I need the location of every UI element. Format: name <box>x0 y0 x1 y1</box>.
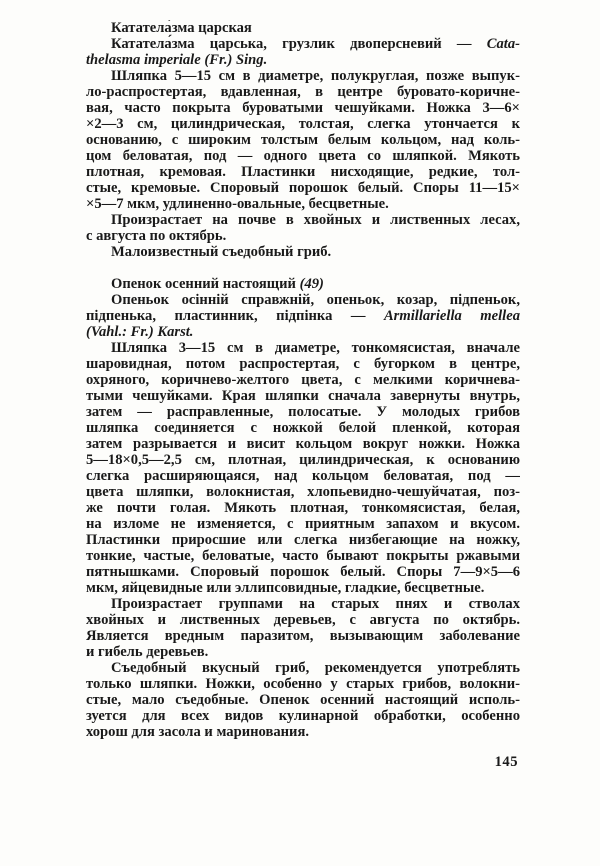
text-run: затем — расправленные, полосатые. У молодых грибов <box>86 404 520 420</box>
armillariella-edibility-line <box>86 692 520 708</box>
text-run: Съедобный вкусный гриб, рекомендуется употреблять <box>111 660 520 676</box>
armillariella-description-line <box>86 468 520 484</box>
text-run: только шляпки. Ножки, особенно у старых грибов, волокни- <box>86 676 520 692</box>
text-run: (49) <box>299 276 324 292</box>
text-run: тонкие, частые, беловатые, часто бывают покрыты ржавыми <box>86 548 520 564</box>
text-run: и гибель деревьев. <box>86 644 209 660</box>
catathelasma-description-line <box>86 180 520 196</box>
armillariella-names-line <box>86 292 520 308</box>
text-run: підпенька, пластинник, підпінка — <box>86 308 384 324</box>
armillariella-description-line <box>86 548 520 564</box>
armillariella-edibility-line <box>86 660 520 676</box>
text-run: Малоизвестный съедобный гриб. <box>111 244 332 260</box>
text-run: Cata- <box>486 36 520 52</box>
text-run: на изломе не изменяется, с приятным запахом и вкусом. <box>86 516 520 532</box>
text-run: ло-распростертая, вдавленная, в центре буровато-коричне- <box>86 84 520 100</box>
text-run: хвойных и лиственных деревьев, с августа по октябрь. <box>86 612 520 628</box>
text-run: thelasma imperiale (Fr.) Sing. <box>86 52 268 68</box>
armillariella-description-line <box>86 532 520 548</box>
catathelasma-names-line <box>86 36 520 52</box>
text-run: слегка расширяющаяся, над кольцом беловатая, под — <box>86 468 520 484</box>
armillariella-description-line <box>86 436 520 452</box>
armillariella-description-line <box>86 420 520 436</box>
text-run: зуется для всех видов кулинарной обработки, особенно <box>86 708 520 724</box>
catathelasma-description-line <box>86 116 520 132</box>
armillariella-habitat-line <box>86 596 520 612</box>
text-run: Кататела́зма царская <box>111 20 252 36</box>
text-run: с августа по октябрь. <box>86 228 227 244</box>
text-run: хорош для засола и маринования. <box>86 724 310 740</box>
armillariella-description-line <box>86 500 520 516</box>
armillariella-description-line <box>86 484 520 500</box>
text-run: цвета шляпки, волокнистая, хлопьевидно-чешуйчатая, поз- <box>86 484 520 500</box>
text-run: затем разрывается и висит кольцом вокруг ножки. Ножка <box>86 436 520 452</box>
text-run: Шляпка 5—15 см в диаметре, полукруглая, позже выпук- <box>111 68 520 84</box>
text-run: ×5—7 мкм, удлиненно-овальные, бесцветные. <box>86 196 389 212</box>
armillariella-habitat-line <box>86 628 520 644</box>
catathelasma-description-line <box>86 68 520 84</box>
catathelasma-habitat-line <box>86 212 520 228</box>
catathelasma-habitat-line <box>86 228 520 244</box>
catathelasma-description-line <box>86 132 520 148</box>
text-run: тыми чешуйками. Края шляпки сначала завернуты внутрь, <box>86 388 520 404</box>
text-run: охряного, коричнево-желтого цвета, с мелкими коричнева- <box>86 372 520 388</box>
text-run: плотная, кремовая. Пластинки нисходящие, редкие, тол- <box>86 164 520 180</box>
text-run: Произрастает на почве в хвойных и лиственных лесах, <box>111 212 520 228</box>
text-run: мкм, яйцевидные или эллипсовидные, гладкие, бесцветные. <box>86 580 485 596</box>
text-run: цом беловатая, под — одного цвета со шляпкой. Мякоть <box>86 148 520 164</box>
text-run: Опенок осенний настоящий <box>111 276 300 292</box>
text-run: Является вредным паразитом, вызывающим заболевание <box>86 628 520 644</box>
text-run: основанию, с широким толстым белым кольцом, над коль- <box>86 132 520 148</box>
text-run: стые, кремовые. Споровый порошок белый. Споры 11—15× <box>86 180 520 196</box>
catathelasma-heading-line <box>86 20 520 36</box>
armillariella-description-line <box>86 580 520 596</box>
text-run: же почти голая. Мякоть плотная, тонкомясистая, белая, <box>86 500 520 516</box>
catathelasma-edibility-line <box>86 244 520 260</box>
catathelasma-description-line <box>86 148 520 164</box>
catathelasma-description-line <box>86 164 520 180</box>
text-run: 5—18×0,5—2,5 см, плотная, цилиндрическая, к основанию <box>86 452 520 468</box>
text-run: (Vahl.: Fr.) Karst. <box>86 324 194 340</box>
armillariella-description-line <box>86 356 520 372</box>
text-run: пятнышками. Споровый порошок белый. Споры 7—9×5—6 <box>86 564 520 580</box>
armillariella-edibility-line <box>86 724 520 740</box>
text-run: Опеньок осінній справжній, опеньок, козар, підпеньок, <box>111 292 520 308</box>
text-run: шляпка соединяется с ножкой белой пленкой, которая <box>86 420 520 436</box>
text-run: стые, мало съедобные. Опенок осенний настоящий исполь- <box>86 692 520 708</box>
armillariella-habitat-line <box>86 612 520 628</box>
armillariella-description-line <box>86 404 520 420</box>
armillariella-description-line <box>86 516 520 532</box>
armillariella-heading-line <box>86 276 520 292</box>
armillariella-description-line <box>86 340 520 356</box>
catathelasma-description-line <box>86 84 520 100</box>
armillariella-description-line <box>86 388 520 404</box>
armillariella-edibility-line <box>86 676 520 692</box>
armillariella-habitat-line <box>86 644 520 660</box>
catathelasma-description-line <box>86 196 520 212</box>
text-run: ×2—3 см, цилиндрическая, толстая, слегка утончается к <box>86 116 520 132</box>
text-run: Armillariella mellea <box>383 308 520 324</box>
armillariella-description-line <box>86 564 520 580</box>
text-run: шаровидная, потом распростертая, с бугорком в центре, <box>86 356 520 372</box>
armillariella-description-line <box>86 372 520 388</box>
armillariella-names-line <box>86 308 520 324</box>
catathelasma-description-line <box>86 100 520 116</box>
armillariella-edibility-line <box>86 708 520 724</box>
catathelasma-names-line <box>86 52 520 68</box>
armillariella-names-line <box>86 324 520 340</box>
text-column <box>86 20 520 740</box>
text-run: Кататела́зма царська, грузлик двоперсневий — <box>111 36 487 52</box>
text-run: Шляпка 3—15 см в диаметре, тонкомясистая, вначале <box>111 340 520 356</box>
text-run: Пластинки приросшие или слегка низбегающие на ножку, <box>86 532 520 548</box>
page-number: 145 <box>494 754 518 770</box>
armillariella-description-line <box>86 452 520 468</box>
text-run: Произрастает группами на старых пнях и стволах <box>111 596 520 612</box>
text-run: вая, часто покрыта буроватыми чешуйками. Ножка 3—6× <box>86 100 520 116</box>
section-gap <box>86 260 520 276</box>
